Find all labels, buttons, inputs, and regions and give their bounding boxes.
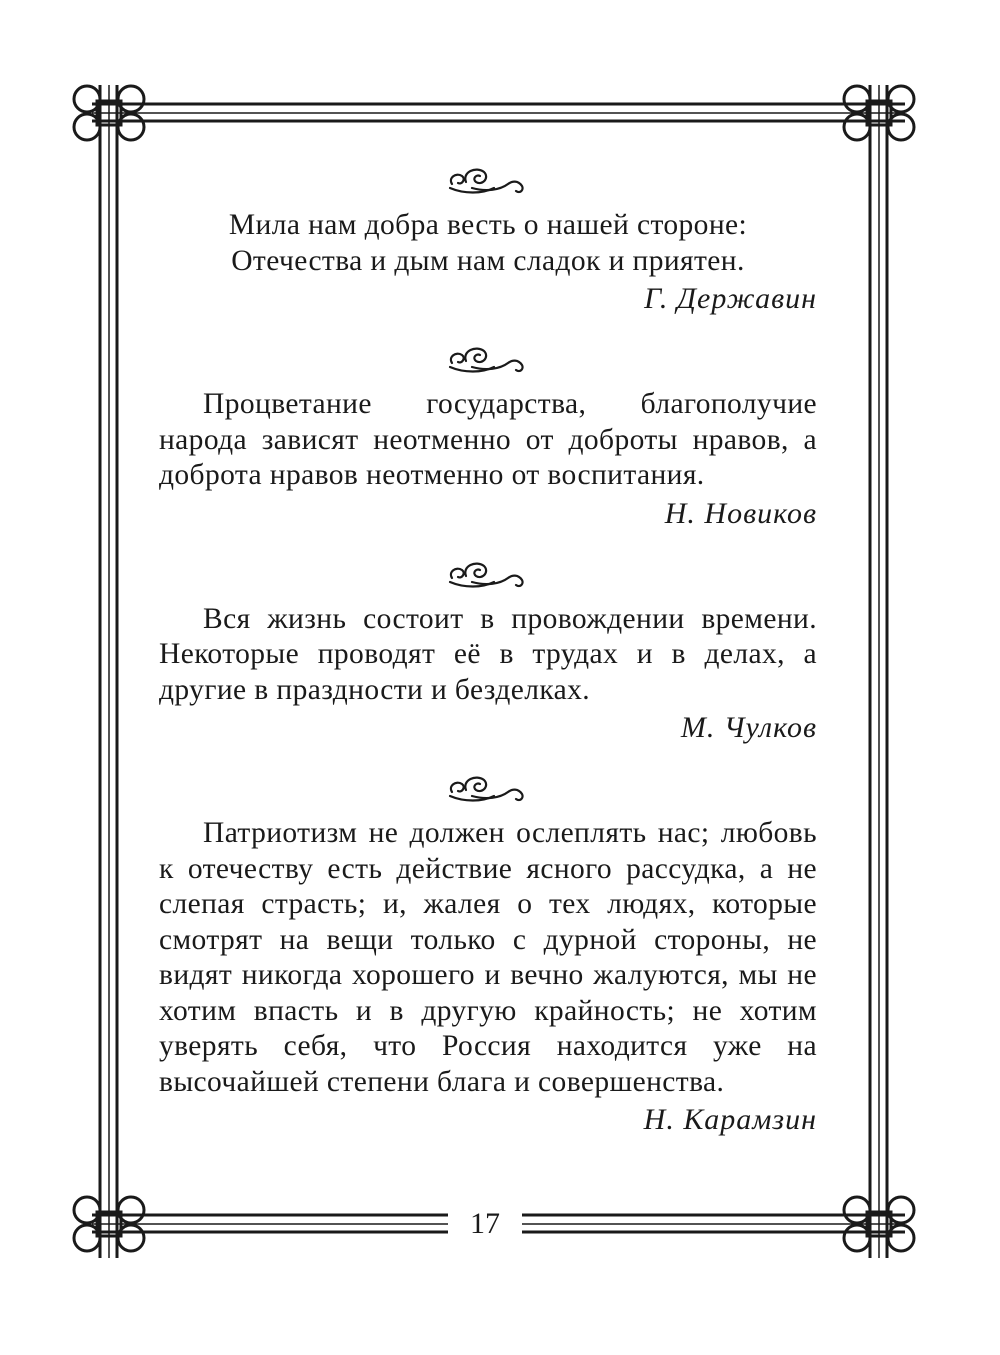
swirl-ornament-icon [442, 554, 534, 594]
quote-line: Мила нам добра весть о нашей стороне: [228, 209, 748, 241]
quotes-column [159, 160, 817, 1160]
quote-block [159, 768, 817, 1138]
quote-line: Отечества и дым нам сладок и приятен. [231, 244, 745, 277]
quote-author: М. Чулков [680, 711, 817, 744]
page-number: 17 [470, 1207, 500, 1240]
quote-text: Вся жизнь состоит в провождении времени. Некоторые проводят её в трудах и в делах, а другие в праздности и безделках. [159, 602, 817, 706]
quote-text [159, 208, 817, 279]
quote-author: Г. Державин [644, 282, 817, 315]
swirl-ornament-icon [442, 339, 534, 379]
quote-block [159, 160, 817, 317]
quote-block [159, 339, 817, 532]
swirl-ornament-icon [442, 768, 534, 808]
quote-block [159, 554, 817, 747]
quote-text: Патриотизм не должен ослеплять нас; любовь к отечеству есть действие ясного рассудка, а не слепая страсть; и, жалея о тех людях, которые смотрят на вещи только с дурной стороны, не видят никогда хорошего и вечно жалуются, мы не хотим впасть и в другую крайность; не хотим уверять себя, что Россия находится уже на высочайшей степени блага и совершенства. [159, 817, 817, 1098]
swirl-ornament-icon [442, 160, 534, 200]
quote-author: Н. Новиков [664, 496, 817, 530]
quote-author: Н. Карамзин [643, 1103, 817, 1136]
quote-text: Процветание государства, благополучие народа зависят неотменно от доброты нравов, а доброта нравов неотменно от воспитания. [159, 388, 817, 491]
